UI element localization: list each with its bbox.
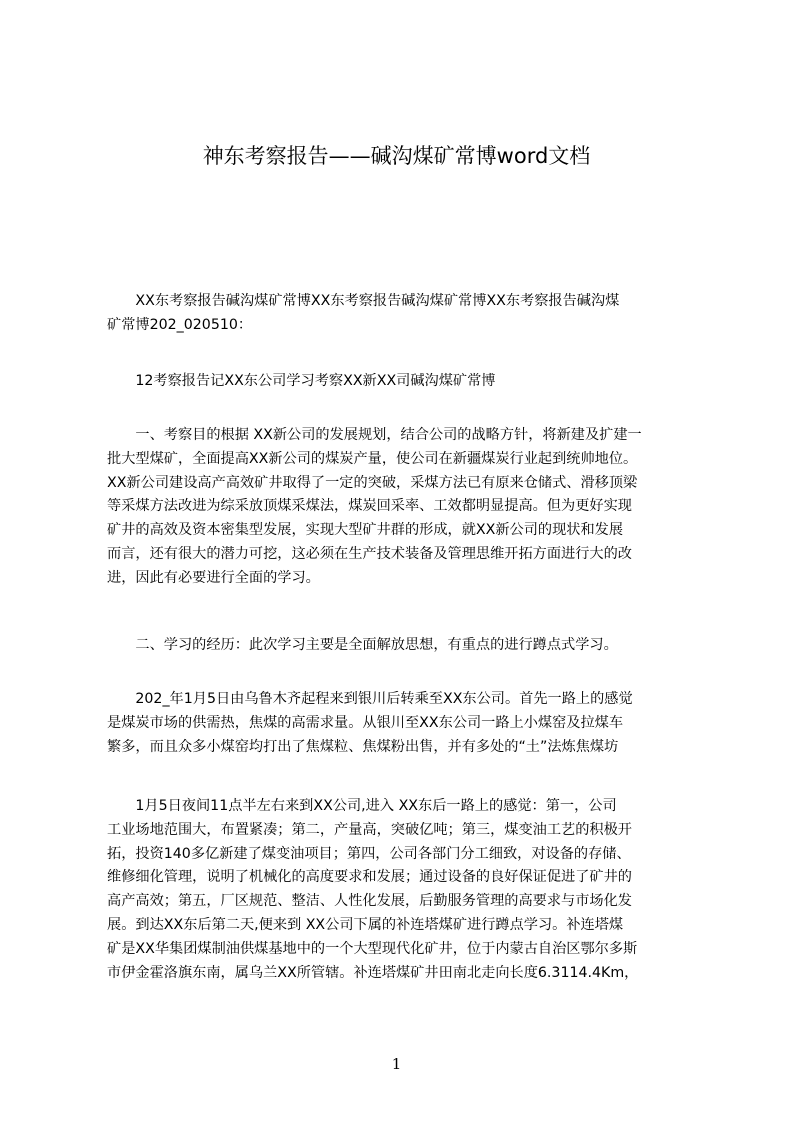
text-line: XX新公司建设高产高效矿井取得了一定的突破，采煤方法已有原来仓储式、滑移顶梁 xyxy=(107,474,638,491)
text-line: 维修细化管理，说明了机械化的高度要求和发展；通过设备的良好保证促进了矿井的 xyxy=(107,869,632,886)
text-line: 二、学习的经历：此次学习主要是全面解放思想，有重点的进行蹲点式学习。 xyxy=(107,637,618,653)
paragraph-subtitle xyxy=(107,370,707,394)
text-line: 高产高效；第五，厂区规范、整洁、人性化发展，后勤服务管理的高要求与市场化发 xyxy=(107,893,632,910)
text-line: 而言，还有很大的潜力可挖，这必须在生产技术装备及管理思维开拓方面进行大的改 xyxy=(107,545,632,562)
text-line: 矿井的高效及资本密集型发展，实现大型矿井群的形成，就XX新公司的现状和发展 xyxy=(107,522,624,539)
text-line: 展。到达XX东后第二天,便来到 XX公司下属的补连塔煤矿进行蹲点学习。补连塔煤 xyxy=(107,916,624,933)
text-line: 繁多，而且众多小煤窑均打出了焦煤粒、焦煤粉出售，并有多处的“土”法炼焦煤坊 xyxy=(107,738,619,755)
text-line: 拓，投资140多亿新建了煤变油项目；第四，公司各部门分工细致，对设备的存储、 xyxy=(107,845,631,862)
paragraph-arrival xyxy=(107,795,707,985)
text-line: 202_年1月5日由乌鲁木齐起程来到银川后转乘至XX东公司。首先一路上的感觉 xyxy=(107,691,633,707)
page-number: 1 xyxy=(391,1055,402,1073)
paragraph-journey xyxy=(107,688,707,759)
document-title: 神东考察报告——碱沟煤矿常博word文档 xyxy=(202,144,591,168)
paragraph-intro xyxy=(107,290,707,338)
paragraph-section-experience xyxy=(107,634,707,658)
paragraph-section-purpose xyxy=(107,424,707,591)
text-line: 矿是XX华集团煤制油供煤基地中的一个大型现代化矿井，位于内蒙古自治区鄂尔多斯 xyxy=(107,940,638,957)
text-line: 12考察报告记XX东公司学习考察XX新XX司碱沟煤矿常博 xyxy=(107,373,496,389)
text-line: 一、考察目的根据 XX新公司的发展规划，结合公司的战略方针，将新建及扩建一 xyxy=(107,427,642,443)
text-line: XX东考察报告碱沟煤矿常博XX东考察报告碱沟煤矿常博XX东考察报告碱沟煤 xyxy=(107,293,620,309)
text-line: 批大型煤矿，全面提高XX新公司的煤炭产量，使公司在新疆煤炭行业起到统帅地位。 xyxy=(107,450,638,467)
text-line: 市伊金霍洛旗东南，属乌兰XX所管辖。补连塔煤矿井田南北走向长度6.3114.4Km， xyxy=(107,964,639,981)
text-line: 矿常博202_020510： xyxy=(107,316,253,333)
text-line: 1月5日夜间11点半左右来到XX公司,进入 XX东后一路上的感觉：第一，公司 xyxy=(107,798,617,814)
text-line: 是煤炭市场的供需热，焦煤的高需求量。从银川至XX东公司一路上小煤窑及拉煤车 xyxy=(107,714,624,731)
text-line: 进，因此有必要进行全面的学习。 xyxy=(107,569,320,586)
text-line: 等采煤方法改进为综采放顶煤采煤法，煤炭回采率、工效都明显提高。但为更好实现 xyxy=(107,498,632,515)
text-line: 工业场地范围大，布置紧凑；第二，产量高，突破亿吨；第三，煤变油工艺的积极开 xyxy=(107,821,632,838)
